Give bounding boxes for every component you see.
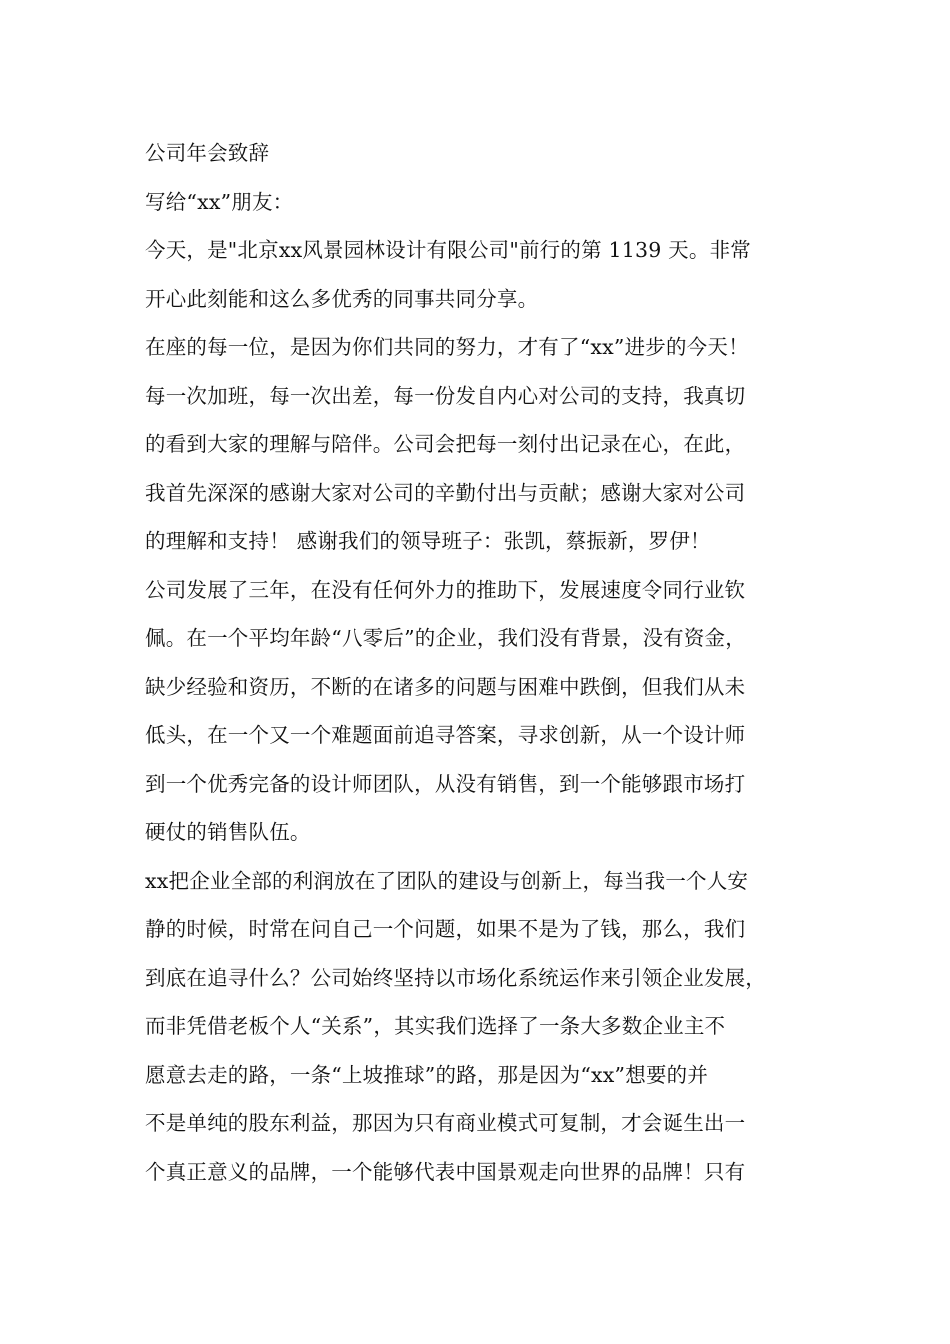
text-line: 的理解和支持！ 感谢我们的领导班子：张凯，蔡振新，罗伊！ [145, 529, 711, 553]
text-line: 个真正意义的品牌，一个能够代表中国景观走向世界的品牌！只有 [145, 1159, 746, 1184]
text-line: 硬仗的销售队伍。 [145, 820, 311, 844]
document-body [145, 133, 825, 1200]
salutation-line: 写给“xx”朋友： [145, 189, 294, 214]
text-line: 的看到大家的理解与陪伴。公司会把每一刻付出记录在心，在此， [145, 432, 746, 456]
text-line: 到一个优秀完备的设计师团队，从没有销售，到一个能够跟市场打 [145, 771, 746, 796]
text-line: 今天，是"北京xx风景园林设计有限公司"前行的第 1139 天。非常 [145, 238, 751, 262]
text-line: 开心此刻能和这么多优秀的同事共同分享。 [145, 286, 539, 311]
text-line: 佩。在一个平均年龄“八零后”的企业，我们没有背景，没有资金， [145, 626, 746, 650]
document-title: 公司年会致辞 [145, 141, 270, 165]
text-line: 愿意去走的路，一条“上坡推球”的路，那是因为“xx”想要的并 [145, 1062, 709, 1087]
text-line: 每一次加班，每一次出差，每一份发自内心对公司的支持，我真切 [145, 383, 746, 408]
text-line: xx把企业全部的利润放在了团队的建设与创新上，每当我一个人安 [145, 868, 749, 893]
text-line: 低头，在一个又一个难题面前追寻答案，寻求创新，从一个设计师 [145, 723, 746, 747]
text-line: 在座的每一位，是因为你们共同的努力，才有了“xx”进步的今天！ [145, 335, 749, 359]
text-line: 不是单纯的股东利益，那因为只有商业模式可复制，才会诞生出一 [145, 1111, 746, 1135]
text-line: 静的时候，时常在问自己一个问题，如果不是为了钱，那么，我们 [145, 917, 746, 941]
text-line: 到底在追寻什么？公司始终坚持以市场化系统运作来引领企业发展， [145, 965, 766, 990]
text-line: 公司发展了三年，在没有任何外力的推助下，发展速度令同行业钦 [145, 577, 746, 602]
text-line: 缺少经验和资历，不断的在诸多的问题与困难中跌倒，但我们从未 [145, 674, 746, 699]
text-line: 而非凭借老板个人“关系”，其实我们选择了一条大多数企业主不 [145, 1014, 726, 1038]
text-line: 我首先深深的感谢大家对公司的辛勤付出与贡献；感谢大家对公司 [145, 480, 746, 505]
